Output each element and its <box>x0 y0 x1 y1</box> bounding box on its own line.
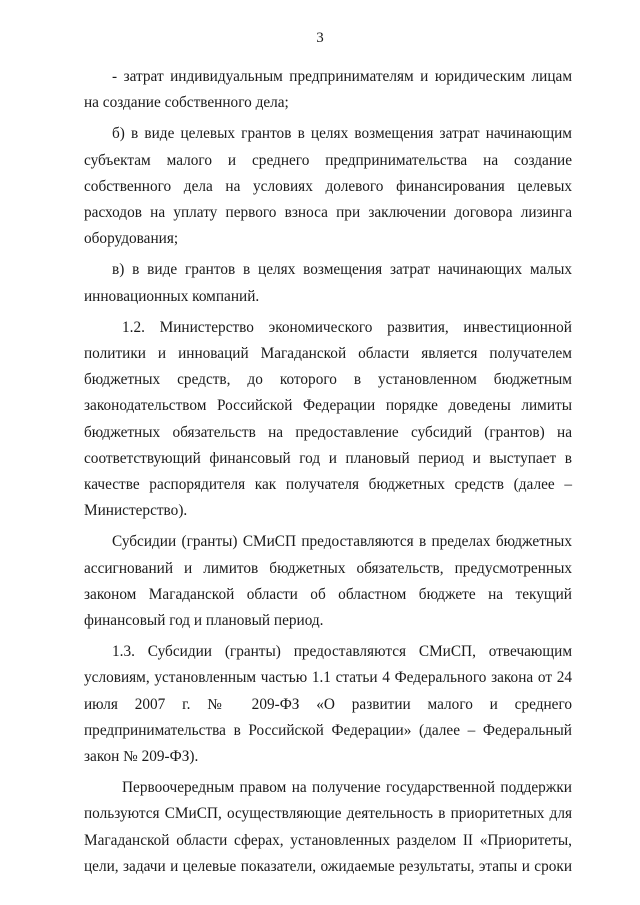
document-body <box>84 64 572 885</box>
paragraph-expense-item: - затрат индивидуальным предпринимателям и юридическим лицам на создание собственного дела; <box>84 68 572 112</box>
paragraph-section-1-3: 1.3. Субсидии (гранты) предоставляются СМиСП, отвечающим условиям, установленным частью 1.1 статьи 4 Федерального закона от 24 июля 2007 г. № 209-ФЗ «О развитии малого и среднего предпринимательства в Российской Федерации» (далее – Федеральный закон № 209-ФЗ). <box>84 643 572 766</box>
paragraph-subsidies-limits: Субсидии (гранты) СМиСП предоставляются в пределах бюджетных ассигнований и лимитов бюджетных обязательств, предусмотренных законом Магаданской области об областном бюджете на текущий финансовый год и плановый период. <box>84 533 572 630</box>
paragraph-priority-right: Первоочередным правом на получение государственной поддержки пользуются СМиСП, осуществляющие деятельность в приоритетных для Магаданской области сферах, установленных разделом II «Приоритеты, цели, задачи и целевые показатели, ожидаемые результаты, этапы и сроки <box>84 779 572 875</box>
page-number: 3 <box>316 30 324 46</box>
paragraph-section-1-2: 1.2. Министерство экономического развития, инвестиционной политики и инноваций Магаданской области является получателем бюджетных средств, до которого в установленном бюджетным законодательством Российской Федерации порядке доведены лимиты бюджетных обязательств на предоставление субсидий (грантов) на соответствующий финансовый год и плановый период и выступает в качестве распорядителя как получателя бюджетных средств (далее – Министерство). <box>84 318 572 520</box>
paragraph-item-v: в) в виде грантов в целях возмещения затрат начинающих малых инновационных компаний. <box>84 261 572 305</box>
paragraph-item-b: б) в виде целевых грантов в целях возмещения затрат начинающим субъектам малого и среднего предпринимательства на создание собственного дела на условиях долевого финансирования целевых расходов на уплату первого взноса при заключении договора лизинга оборудования; <box>84 125 572 248</box>
